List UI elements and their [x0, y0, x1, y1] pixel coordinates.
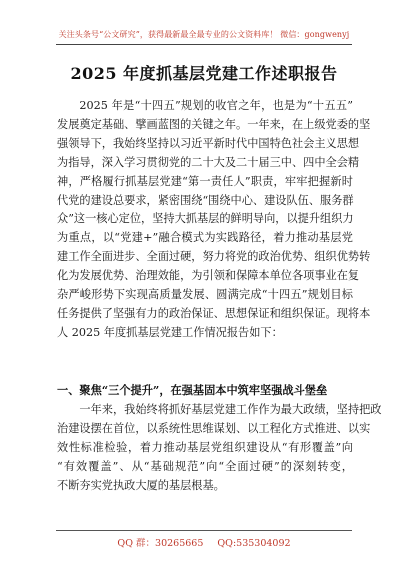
header-divider — [56, 44, 352, 45]
paragraph-line: 化为发展优势、治理效能，为引领和保障本单位各项事业在复 — [57, 269, 360, 283]
footer-contact — [0, 535, 408, 549]
footer-divider — [56, 530, 352, 531]
paragraph-section-one — [57, 401, 382, 496]
footer-qq-number: QQ:535304092 — [217, 538, 291, 549]
paragraph-line: 发展奠定基础、擘画蓝图的关键之年。一年来，在上级党委的坚 — [57, 117, 371, 131]
paragraph-line: 众”这一核心定位，坚持大抓基层的鲜明导向，以提升组织力 — [57, 212, 354, 226]
document-title: 2025 年度抓基层党建工作述职报告 — [70, 64, 338, 83]
paragraph-line: 人 2025 年度抓基层党建工作情况报告如下： — [57, 325, 283, 339]
paragraph-line: 治建设摆在首位，以系统性思维谋划、以工程化方式推进、以实 — [57, 421, 371, 435]
paragraph-line: 为指导，深入学习贯彻党的二十大及二十届三中、四中全会精 — [57, 155, 360, 169]
footer-qq-group: QQ 群：30265665 — [117, 538, 204, 549]
paragraph-intro — [57, 97, 371, 343]
paragraph-line: 建工作全面进步、全面过硬，努力将党的政治优势、组织优势转 — [57, 250, 371, 264]
paragraph-line: 强领导下，我始终坚持以习近平新时代中国特色社会主义思想 — [57, 136, 360, 150]
paragraph-line: 不断夯实党执政大厦的基层根基。 — [57, 478, 225, 492]
paragraph-line: 一年来，我始终将抓好基层党建工作作为最大政绩，坚持把政 — [79, 403, 382, 416]
paragraph-line: 神，严格履行抓基层党建“第一责任人”职责，牢牢把握新时 — [57, 174, 353, 188]
section-heading: 一、聚焦“三个提升”，在强基固本中筑牢坚强战斗堡垒 — [57, 383, 328, 397]
paragraph-line: 任务提供了坚强有力的政治保证、思想保证和组织保证。现将本 — [57, 306, 371, 320]
paragraph-line: 效性标准检验，着力推动基层党组织建设从“有形覆盖”向 — [57, 440, 353, 454]
header-promo-note: 关注头条号“公文研究”，获得最新最全最专业的公文资料库！ 微信：gongwenyj — [58, 30, 350, 39]
paragraph-line: 2025 年是“十四五”规划的收官之年，也是为“十五五” — [79, 99, 353, 112]
paragraph-line: 为重点，以“党建+”融合模式为实践路径，着力推动基层党 — [57, 231, 353, 245]
paragraph-line: “有效覆盖”、从“基础规范”向“全面过硬”的深刻转变， — [57, 459, 353, 473]
paragraph-line: 代党的建设总要求，紧密围绕“围绕中心、建设队伍、服务群 — [57, 193, 354, 207]
paragraph-line: 杂严峻形势下实现高质量发展、圆满完成“十四五”规划目标 — [57, 288, 353, 302]
